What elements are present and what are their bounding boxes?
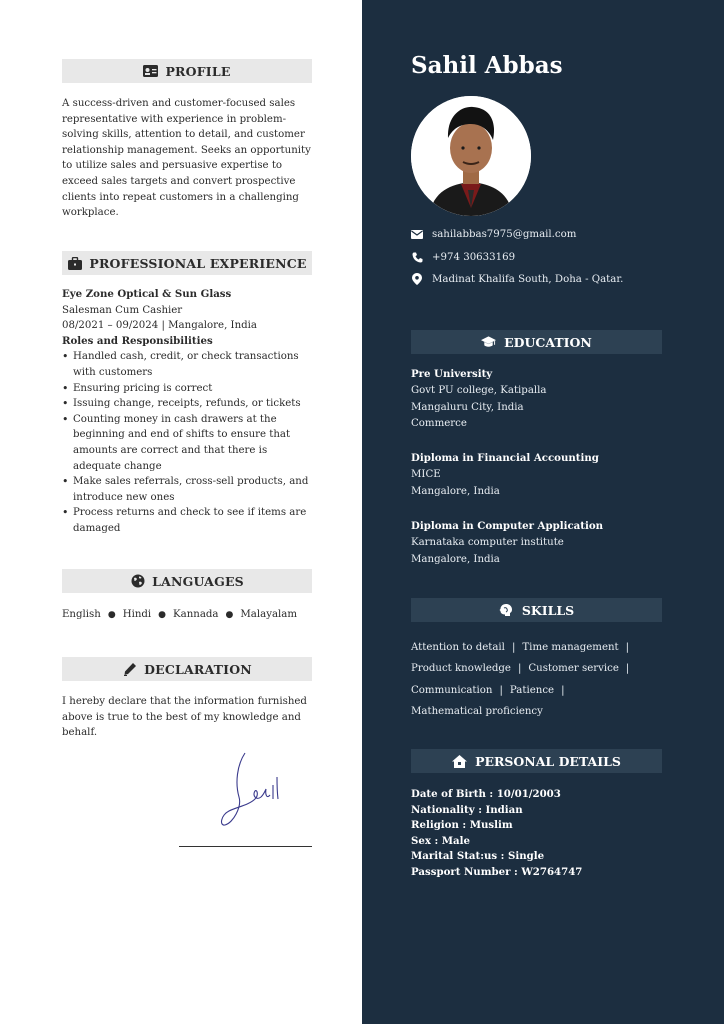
personal-detail: Religion : Muslim (411, 819, 513, 832)
declaration-heading-text: DECLARATION (144, 661, 252, 677)
id-card-icon (143, 64, 158, 79)
skills-list (411, 637, 671, 722)
education-heading (411, 330, 662, 354)
personal-detail: Sex : Male (411, 834, 470, 847)
phone-icon (411, 251, 423, 263)
education-line: Mangalore, India (411, 485, 500, 497)
education-title: Pre University (411, 368, 493, 380)
profile-heading-text: PROFILE (165, 63, 231, 79)
separator: | (625, 642, 630, 653)
education-line: Mangalore, India (411, 553, 500, 565)
education-line: Karnataka computer institute (411, 536, 564, 548)
education-heading-text: EDUCATION (504, 334, 592, 350)
education-line: Mangaluru City, India (411, 401, 524, 413)
separator-dot: ● (225, 609, 234, 620)
education-entry (411, 518, 671, 568)
map-pin-icon (411, 273, 423, 285)
envelope-icon (411, 228, 423, 240)
job-period: 08/2021 – 09/2024 | Mangalore, India (62, 320, 257, 332)
contact-address (411, 273, 623, 285)
profile-heading (62, 59, 312, 83)
brain-icon (499, 603, 514, 618)
education-entry (411, 366, 671, 433)
company-name: Eye Zone Optical & Sun Glass (62, 288, 232, 300)
home-icon (452, 754, 467, 769)
personal-detail: Date of Birth : 10/01/2003 (411, 788, 561, 800)
separator: | (499, 684, 503, 696)
address-text: Madinat Khalifa South, Doha - Qatar. (432, 273, 624, 285)
job-role: Salesman Cum Cashier (62, 304, 183, 316)
personal-heading-text: PERSONAL DETAILS (475, 753, 621, 769)
phone-text: +974 30633169 (432, 251, 516, 263)
skill-item: Patience (509, 684, 555, 696)
language-item: Hindi (122, 609, 152, 620)
languages-heading (62, 569, 312, 593)
roles-heading: Roles and Responsibilities (62, 334, 213, 347)
sidebar (362, 0, 724, 1024)
skill-item: Product knowledge (411, 663, 511, 675)
skill-item: Attention to detail (411, 642, 505, 653)
language-item: Malayalam (240, 609, 298, 620)
handwritten-signature (215, 745, 290, 834)
education-title: Diploma in Financial Accounting (411, 452, 599, 464)
education-title: Diploma in Computer Application (411, 520, 604, 532)
separator: | (625, 663, 630, 675)
list-item: • Ensuring pricing is correct (62, 381, 312, 397)
languages-heading-text: LANGUAGES (152, 573, 244, 589)
language-item: English (62, 609, 101, 620)
education-line: Govt PU college, Katipalla (411, 384, 547, 396)
language-item: Kannada (173, 609, 219, 620)
separator-dot: ● (107, 609, 116, 620)
experience-heading-text: PROFESSIONAL EXPERIENCE (89, 255, 307, 271)
separator: | (561, 684, 565, 696)
personal-detail: Marital Stat:us : Single (411, 850, 545, 863)
contact-email[interactable] (411, 228, 576, 240)
pen-icon (122, 662, 137, 677)
personal-detail: Passport Number : W2764747 (411, 865, 583, 878)
list-item: • Counting money in cash drawers at the beginning and end of shifts to ensure that amounts are correct and that there is adequate change (62, 412, 312, 474)
avatar (411, 96, 531, 216)
declaration-heading (62, 657, 312, 681)
responsibilities-list (62, 349, 312, 536)
separator-dot: ● (158, 609, 167, 620)
separator: | (511, 642, 516, 653)
skill-item: Time management (522, 642, 619, 653)
email-text[interactable]: sahilabbas7975@gmail.com (432, 228, 577, 240)
education-line: Commerce (411, 418, 467, 430)
languages-list (62, 609, 297, 620)
skill-item: Customer service (528, 663, 619, 675)
list-item: • Make sales referrals, cross-sell products, and introduce new ones (62, 474, 312, 505)
personal-heading (411, 749, 662, 773)
education-entry (411, 450, 671, 500)
personal-details-list (411, 787, 582, 881)
profile-text: A success-driven and customer-focused sales representative with experience in problem-solving skills, attention to detail, and customer relationship management. Seeks an opportunity to utilize sales and persuasive expertise to exceed sales targets and convert prospective clients into repeat customers in a challenging workplace. (62, 98, 311, 219)
experience-body (62, 287, 312, 537)
list-item: • Issuing change, receipts, refunds, or tickets (62, 396, 312, 412)
list-item: • Handled cash, credit, or check transactions with customers (62, 349, 312, 380)
graduation-cap-icon (481, 335, 496, 350)
experience-heading (62, 251, 312, 275)
skills-heading-text: SKILLS (521, 602, 575, 618)
separator: | (517, 663, 522, 675)
declaration-text: I hereby declare that the information furnished above is true to the best of my knowledge and behalf. (62, 696, 307, 739)
candidate-name: Sahil Abbas (411, 52, 563, 79)
education-line: MICE (411, 468, 441, 480)
skills-heading (411, 598, 662, 622)
skill-item: Communication (411, 684, 493, 696)
skill-item: Mathematical proficiency (411, 705, 543, 717)
list-item: • Process returns and check to see if items are damaged (62, 505, 312, 536)
globe-icon (130, 574, 145, 589)
personal-detail: Nationality : Indian (411, 803, 523, 816)
briefcase-icon (67, 256, 82, 271)
contact-phone (411, 251, 515, 263)
signature-line (179, 846, 312, 847)
